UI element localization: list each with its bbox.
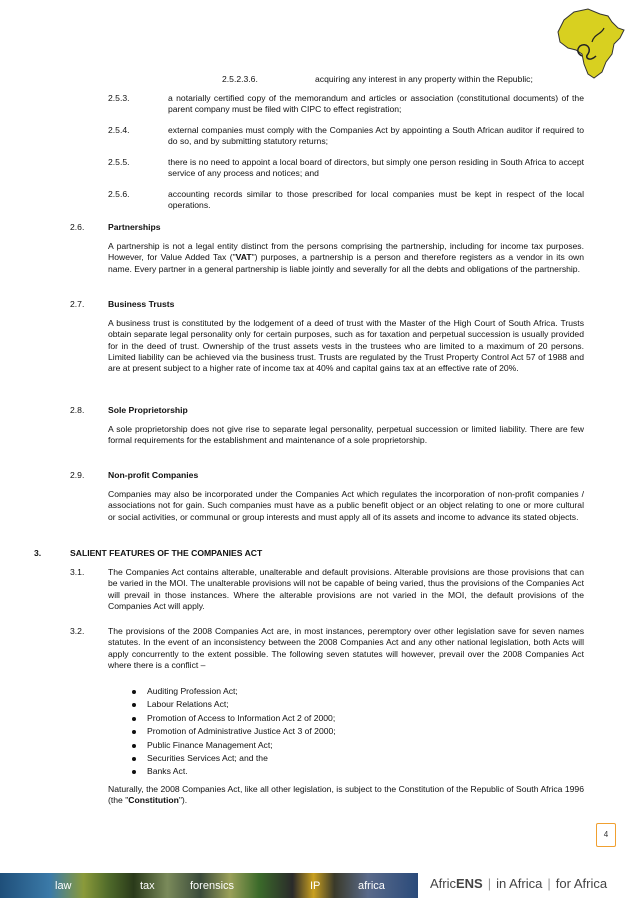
list-item: Public Finance Management Act; (132, 740, 336, 753)
section-number: 2.7. (70, 299, 85, 309)
bullet-icon (132, 703, 136, 707)
item-number: 2.5.5. (108, 157, 130, 167)
section-number: 2.8. (70, 405, 85, 415)
bullet-icon (132, 770, 136, 774)
section-number: 2.6. (70, 222, 85, 232)
section-heading: SALIENT FEATURES OF THE COMPANIES ACT (70, 548, 263, 558)
list-item: Securities Services Act; and the (132, 753, 336, 766)
section-heading: Partnerships (108, 222, 161, 232)
africa-logo-icon (552, 6, 628, 82)
item-number: 2.5.4. (108, 125, 130, 135)
section-paragraph: Companies may also be incorporated under the Companies Act which regulates the incorporation of non-profit companies / associations not for gain. Such companies must have as a public benefit object or an object relating to one or more cultural or social activities, or communal or group interests and must apply all of its assets and income to advance its stated objects. (108, 489, 584, 522)
item-number: 2.5.6. (108, 189, 130, 199)
item-text: external companies must comply with the Companies Act by appointing a South African auditor if required to do so, and by submitting statutory returns; (168, 125, 584, 147)
section-number: 3.1. (70, 567, 85, 577)
section-heading: Sole Proprietorship (108, 405, 188, 415)
footer-word: forensics (190, 880, 235, 892)
footer-word: tax (140, 880, 155, 892)
list-item: Labour Relations Act; (132, 699, 336, 712)
section-paragraph: A sole proprietorship does not give rise to separate legal personality, perpetual succession or limited liability. There are few formal requirements for the establishment and maintenance of a sole proprietorship. (108, 424, 584, 446)
statutes-list (132, 686, 336, 780)
list-item: Auditing Profession Act; (132, 686, 336, 699)
list-item: Banks Act. (132, 766, 336, 779)
footer-word: law (55, 880, 72, 892)
section-number: 2.9. (70, 470, 85, 480)
bullet-icon (132, 757, 136, 761)
section-paragraph: A business trust is constituted by the lodgement of a deed of trust with the Master of the High Court of South Africa. Trusts obtain separate legal personality only for certain purposes, such as for taxation and perpetual succession is usually provided for in the deed of trust. Ownership of the trust assets vests in the trustees who are limited to a maximum of 20 persons. Limited liability can be achieved via the business trust. Trusts are regulated by the Trust Property Control Act 57 of 1988 and are at present subject to a higher rate of income tax at 40% and capital gains tax at an effective rate of 20%. (108, 318, 584, 374)
list-item: Promotion of Access to Information Act 2 of 2000; (132, 713, 336, 726)
page-number: 4 (596, 823, 616, 847)
section-paragraph: The Companies Act contains alterable, unalterable and default provisions. Alterable provisions are those provisions that can be varied in the MOI. The unalterable provisions will not be capable of being varied, thus the provisions of the Companies Act will prevail in those instances. Where the alterable provisions are not varied in the MOI, the default provisions of the Companies Act will apply. (108, 567, 584, 611)
footer-word: africa (358, 880, 385, 892)
footer-word: IP (310, 880, 321, 892)
section-heading: Business Trusts (108, 299, 175, 309)
brand-tagline: AfricENS | in Africa | for Africa (430, 876, 608, 891)
item-number: 2.5.3. (108, 93, 130, 103)
bullet-icon (132, 744, 136, 748)
section-paragraph: The provisions of the 2008 Companies Act are, in most instances, peremptory over other legislation save for seven names statutes. In the event of an inconsistency between the 2008 Companies Act and any other national legislation, both Acts will apply concurrently to the extent possible. The following seven statutes will however, prevail over the 2008 Companies Act where there is a conflict – (108, 626, 584, 670)
footer (0, 870, 638, 903)
section-paragraph: Naturally, the 2008 Companies Act, like all other legislation, is subject to the Constitution of the Republic of South Africa 1996 (the "Constitution"). (108, 784, 584, 806)
section-number: 3. (34, 548, 42, 558)
bullet-icon (132, 690, 136, 694)
section-paragraph: A partnership is not a legal entity distinct from the persons comprising the partnership, including for income tax purposes. However, for Value Added Tax ("VAT") purposes, a partnership is a person and therefore registers as a vendor in its own name. Every partner in a general partnership is liable jointly and severally for all the debts and obligations of the partnership. (108, 241, 584, 274)
footer-banner (0, 873, 418, 898)
item-number: 2.5.2.3.6. (222, 74, 258, 84)
item-text: accounting records similar to those prescribed for local companies must be kept in respect of the local operations. (168, 189, 584, 211)
item-text: there is no need to appoint a local board of directors, but simply one person residing in South Africa to accept service of any process and notices; and (168, 157, 584, 179)
section-heading: Non-profit Companies (108, 470, 199, 480)
list-item: Promotion of Administrative Justice Act 3 of 2000; (132, 726, 336, 739)
section-number: 3.2. (70, 626, 85, 636)
bullet-icon (132, 717, 136, 721)
item-text: acquiring any interest in any property within the Republic; (315, 74, 533, 84)
bullet-icon (132, 730, 136, 734)
item-text: a notarially certified copy of the memorandum and articles or association (constitutional documents) of the parent company must be filed with CIPC to effect registration; (168, 93, 584, 115)
